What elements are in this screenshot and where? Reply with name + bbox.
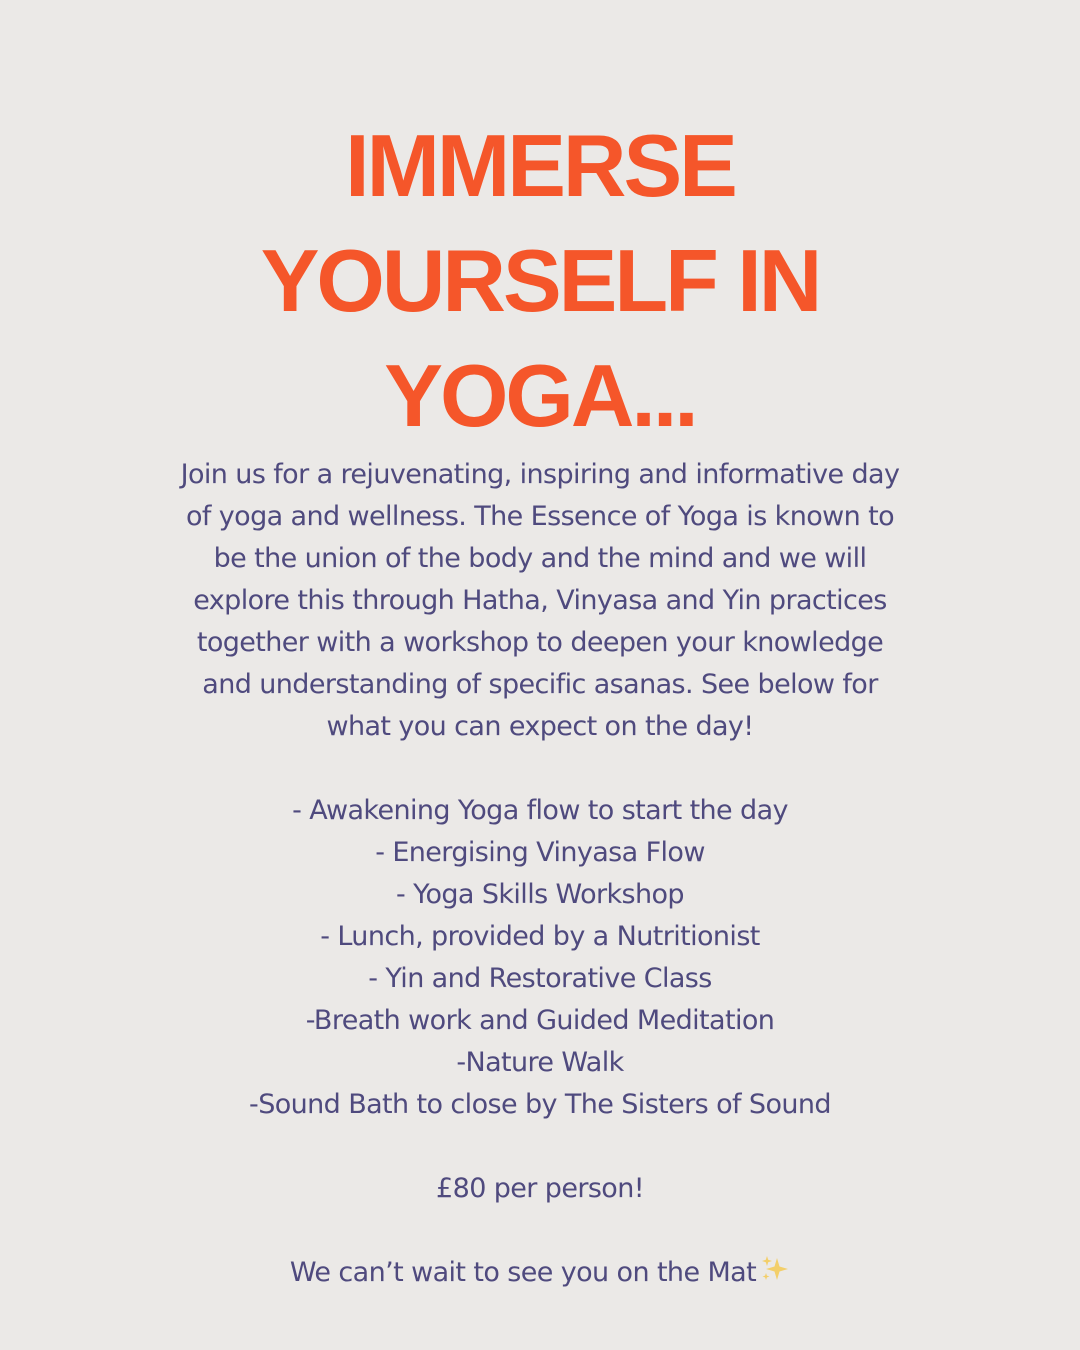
schedule-item: - Yoga Skills Workshop [396, 879, 684, 910]
headline-line: YOURSELF IN [260, 231, 820, 330]
schedule-item: -Nature Walk [456, 1047, 624, 1078]
closing-text: We can’t wait to see you on the Mat [289, 1257, 757, 1288]
intro-paragraph [120, 454, 960, 748]
price-text [120, 1168, 960, 1210]
closing-line [120, 1252, 960, 1294]
intro-line: explore this through Hatha, Vinyasa and Yin practices [193, 585, 887, 616]
schedule-item: - Energising Vinyasa Flow [375, 837, 705, 868]
schedule-item: - Yin and Restorative Class [368, 963, 712, 994]
schedule-item: - Lunch, provided by a Nutritionist [320, 921, 760, 952]
intro-line: what you can expect on the day! [326, 711, 754, 742]
intro-line: of yoga and wellness. The Essence of Yoga is known to [185, 501, 895, 532]
intro-line: together with a workshop to deepen your knowledge [196, 627, 884, 658]
headline [0, 108, 1080, 453]
headline-line: IMMERSE [345, 116, 735, 215]
schedule-list [120, 790, 960, 1126]
intro-line: Join us for a rejuvenating, inspiring and informative day [180, 459, 900, 490]
price-line: £80 per person! [436, 1173, 644, 1204]
intro-line: and understanding of specific asanas. See below for [202, 669, 878, 700]
intro-line: be the union of the body and the mind and we will [213, 543, 867, 574]
sparkles-icon [760, 1254, 790, 1284]
closing-message [120, 1252, 960, 1294]
schedule-item: - Awakening Yoga flow to start the day [292, 795, 788, 826]
schedule-item: -Sound Bath to close by The Sisters of Sound [249, 1089, 831, 1120]
headline-line: YOGA... [384, 346, 696, 445]
schedule-item: -Breath work and Guided Meditation [305, 1005, 775, 1036]
